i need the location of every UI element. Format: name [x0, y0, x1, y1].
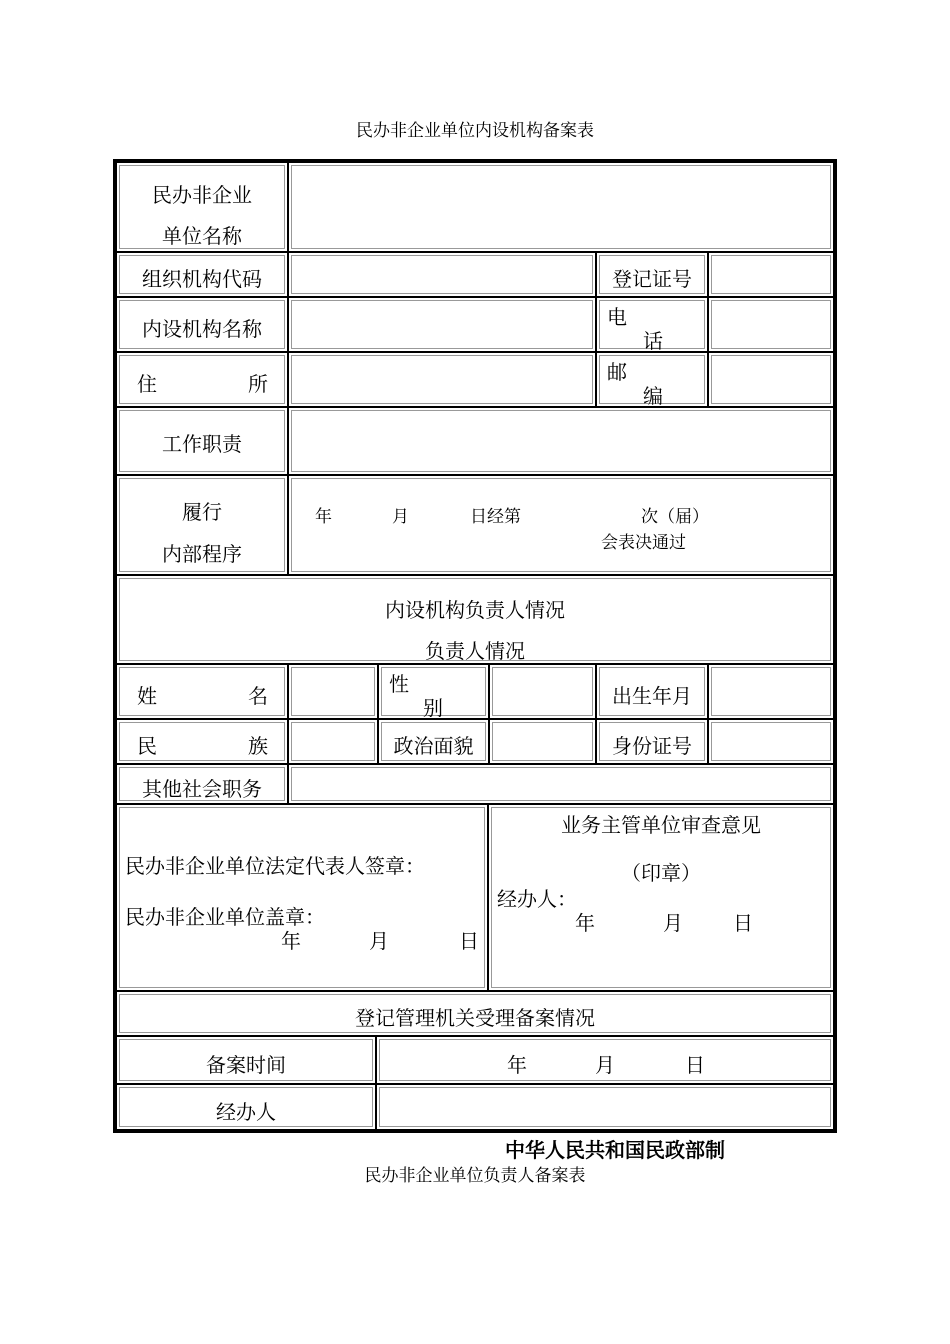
address-label-char2: 所 [248, 372, 268, 396]
unit-name-label-line2: 单位名称 [162, 224, 242, 248]
head-section-header [116, 575, 834, 664]
filing-time-label-cell [116, 1036, 376, 1084]
dept-name-label: 内设机构名称 [142, 317, 262, 341]
procedure-label-line2: 内部程序 [162, 542, 242, 566]
procedure-passed-label: 会表决通过 [601, 533, 686, 553]
org-code-field[interactable] [288, 252, 596, 297]
ethnic-label-char1: 民 [137, 734, 157, 758]
unit-name-label-cell [116, 162, 288, 252]
right-month-label: 月 [663, 911, 683, 935]
issuing-department: 中华人民共和国民政部制 [505, 1138, 725, 1162]
filing-form [113, 159, 837, 1133]
address-label-char1: 住 [137, 372, 157, 396]
ethnic-label-char2: 族 [248, 734, 268, 758]
id-no-label: 身份证号 [612, 734, 692, 758]
unit-signature-cell[interactable] [116, 804, 488, 991]
supervisor-handler-label: 经办人： [497, 887, 577, 911]
right-year-label: 年 [575, 911, 595, 935]
gender-label-cell [378, 664, 489, 719]
gender-field[interactable] [489, 664, 596, 719]
right-day-label: 日 [733, 911, 753, 935]
registry-section-title: 登记管理机关受理备案情况 [355, 1006, 595, 1030]
birth-label-cell [596, 664, 708, 719]
org-code-label: 组织机构代码 [142, 267, 262, 291]
postcode-field[interactable] [708, 352, 834, 407]
head-section-subtitle: 负责人情况 [425, 639, 525, 663]
other-roles-label: 其他社会职务 [142, 777, 262, 801]
procedure-year-label: 年 [315, 507, 332, 527]
political-label: 政治面貌 [393, 734, 474, 758]
name-label-char1: 姓 [137, 684, 157, 708]
duties-label: 工作职责 [162, 432, 242, 456]
birth-label: 出生年月 [612, 684, 692, 708]
head-section-title: 内设机构负责人情况 [385, 598, 565, 622]
political-field[interactable] [489, 719, 596, 764]
procedure-times-label: 次（届） [641, 507, 709, 527]
filing-time-label: 备案时间 [206, 1053, 286, 1077]
unit-name-label-line1: 民办非企业 [152, 183, 252, 207]
phone-label-cell [596, 297, 708, 352]
name-label-cell [116, 664, 288, 719]
filing-month-label: 月 [595, 1053, 615, 1077]
org-code-label-cell [116, 252, 288, 297]
dept-name-label-cell [116, 297, 288, 352]
political-label-cell [378, 719, 489, 764]
dept-name-field[interactable] [288, 297, 596, 352]
postcode-label-char2: 编 [643, 384, 663, 408]
handler-label-cell [116, 1084, 376, 1130]
id-no-field[interactable] [708, 719, 834, 764]
reg-no-label-cell [596, 252, 708, 297]
id-no-label-cell [596, 719, 708, 764]
seal-label: （印章） [621, 861, 701, 885]
procedure-month-label: 月 [392, 507, 409, 527]
address-field[interactable] [288, 352, 596, 407]
legal-rep-sign-label: 民办非企业单位法定代表人签章： [125, 854, 425, 878]
other-roles-field[interactable] [288, 764, 834, 804]
name-field[interactable] [288, 664, 378, 719]
handler-label: 经办人 [216, 1100, 276, 1124]
supervisor-opinion-label: 业务主管单位审查意见 [561, 813, 761, 837]
document-title: 民办非企业单位内设机构备案表 [356, 121, 594, 141]
procedure-field[interactable] [288, 475, 834, 575]
filing-time-field[interactable] [376, 1036, 834, 1084]
registry-section-header [116, 991, 834, 1036]
phone-field[interactable] [708, 297, 834, 352]
gender-label-char1: 性 [389, 672, 409, 696]
procedure-label-line1: 履行 [182, 500, 222, 524]
unit-seal-label: 民办非企业单位盖章： [125, 905, 325, 929]
left-day-label: 日 [459, 929, 479, 953]
other-roles-label-cell [116, 764, 288, 804]
postcode-label-char1: 邮 [607, 360, 627, 384]
ethnic-field[interactable] [288, 719, 378, 764]
postcode-label-cell [596, 352, 708, 407]
birth-field[interactable] [708, 664, 834, 719]
reg-no-field[interactable] [708, 252, 834, 297]
phone-label-char2: 话 [643, 329, 663, 353]
procedure-label-cell [116, 475, 288, 575]
left-month-label: 月 [369, 929, 389, 953]
filing-day-label: 日 [685, 1053, 705, 1077]
next-form-title: 民办非企业单位负责人备案表 [364, 1166, 586, 1186]
name-label-char2: 名 [248, 684, 268, 708]
left-year-label: 年 [281, 929, 301, 953]
supervisor-opinion-cell[interactable] [488, 804, 834, 991]
reg-no-label: 登记证号 [612, 267, 692, 291]
duties-field[interactable] [288, 407, 834, 475]
duties-label-cell [116, 407, 288, 475]
unit-name-field[interactable] [288, 162, 834, 252]
gender-label-char2: 别 [423, 696, 443, 720]
ethnic-label-cell [116, 719, 288, 764]
handler-field[interactable] [376, 1084, 834, 1130]
procedure-day-label: 日经第 [470, 507, 521, 527]
phone-label-char1: 电 [607, 305, 627, 329]
filing-year-label: 年 [507, 1053, 527, 1077]
address-label-cell [116, 352, 288, 407]
